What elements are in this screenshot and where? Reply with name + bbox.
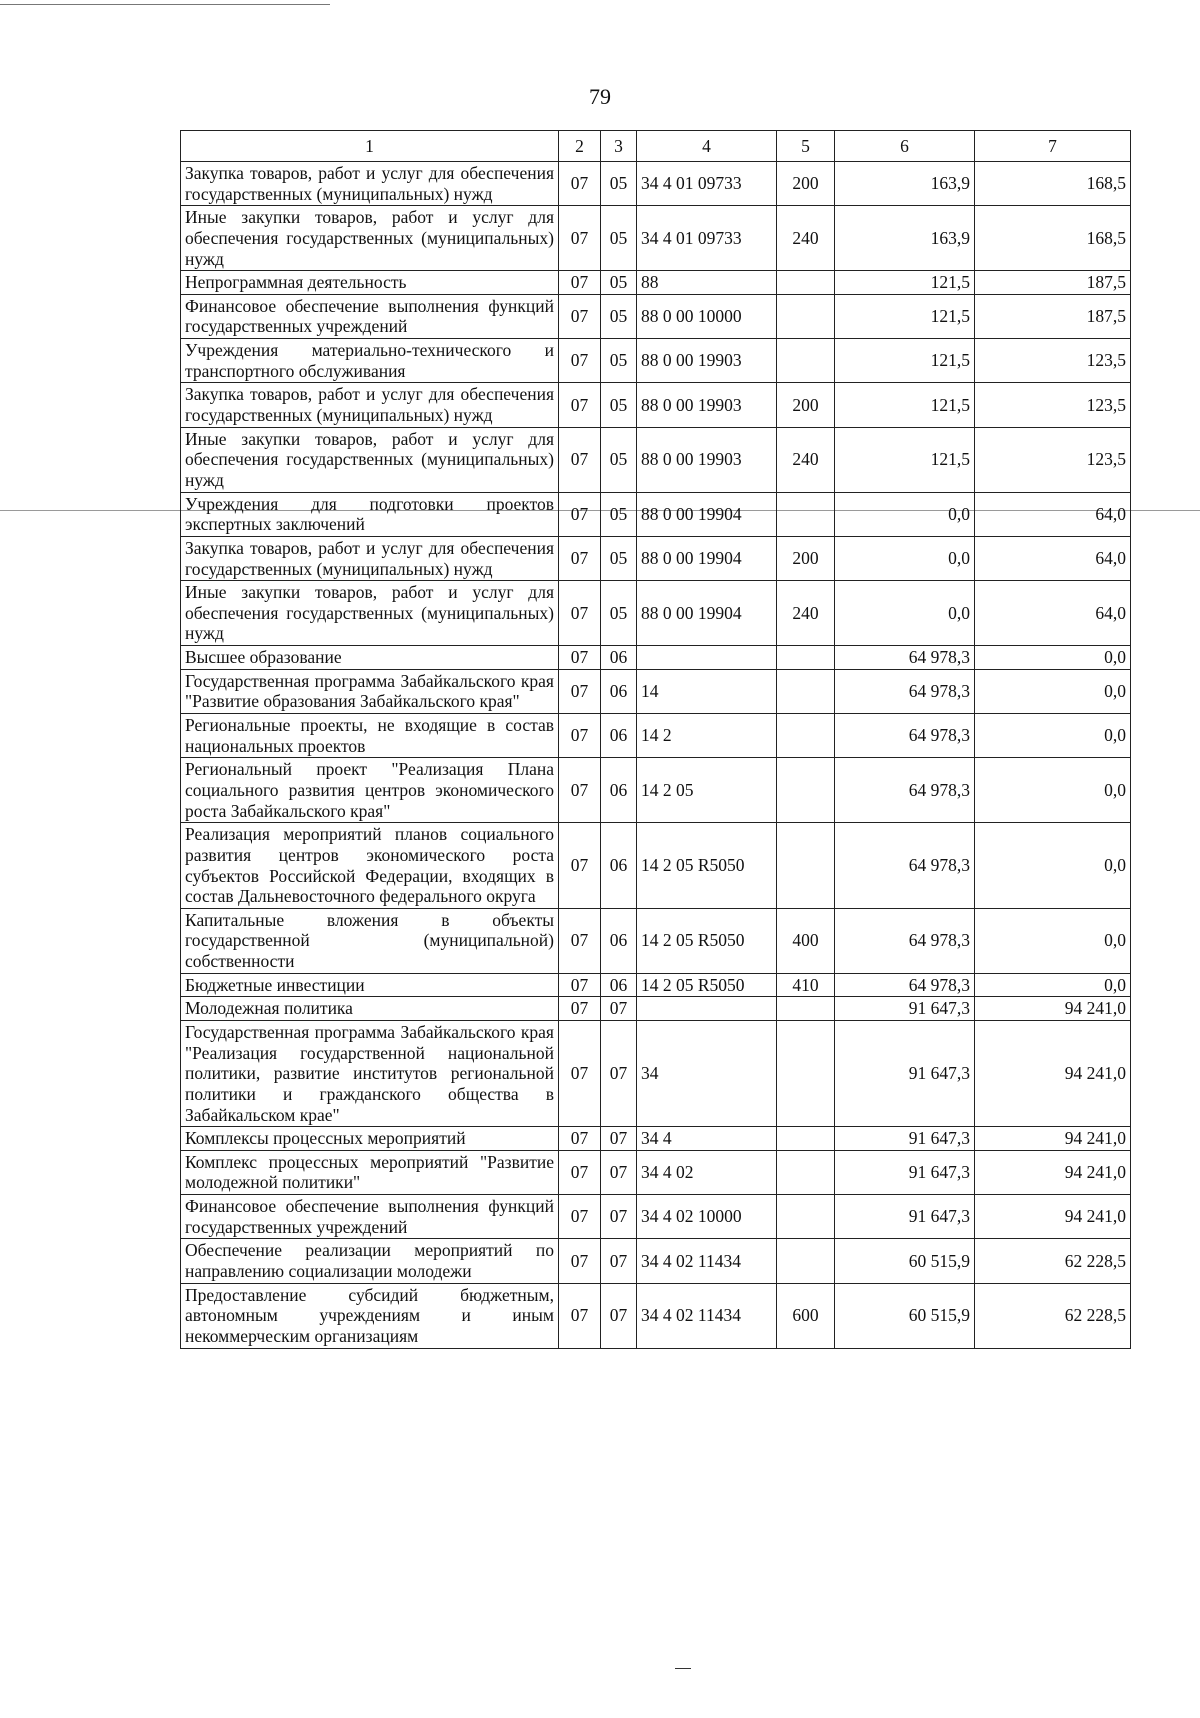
- cell-amount-year1: 121,5: [835, 271, 975, 295]
- table-row: [181, 492, 1131, 536]
- column-header: 3: [601, 131, 637, 162]
- cell-target-code: 88 0 00 19903: [637, 427, 777, 492]
- cell-section: 07: [559, 1283, 601, 1348]
- table-row: [181, 383, 1131, 427]
- cell-amount-year2: 168,5: [975, 162, 1131, 206]
- cell-expense-type: [777, 271, 835, 295]
- cell-section: 07: [559, 997, 601, 1021]
- cell-amount-year2: 0,0: [975, 823, 1131, 909]
- cell-target-code: [637, 646, 777, 670]
- cell-expense-type: [777, 823, 835, 909]
- cell-expense-type: 400: [777, 908, 835, 973]
- cell-amount-year1: 91 647,3: [835, 1020, 975, 1126]
- cell-amount-year1: 64 978,3: [835, 714, 975, 758]
- cell-subsection: 06: [601, 669, 637, 713]
- cell-name: Закупка товаров, работ и услуг для обеспечения государственных (муниципальных) нужд: [181, 536, 559, 580]
- table-row: [181, 823, 1131, 909]
- cell-amount-year1: 0,0: [835, 581, 975, 646]
- table-row: [181, 271, 1131, 295]
- cell-subsection: 05: [601, 427, 637, 492]
- cell-name: Комплексы процессных мероприятий: [181, 1127, 559, 1151]
- cell-subsection: 07: [601, 1127, 637, 1151]
- column-header: 7: [975, 131, 1131, 162]
- cell-amount-year1: 91 647,3: [835, 1150, 975, 1194]
- cell-target-code: 88 0 00 19903: [637, 383, 777, 427]
- cell-subsection: 05: [601, 536, 637, 580]
- cell-amount-year1: 64 978,3: [835, 823, 975, 909]
- cell-expense-type: [777, 646, 835, 670]
- cell-amount-year1: 64 978,3: [835, 646, 975, 670]
- cell-section: 07: [559, 1150, 601, 1194]
- cell-section: 07: [559, 714, 601, 758]
- cell-section: 07: [559, 206, 601, 271]
- table-row: [181, 1239, 1131, 1283]
- cell-target-code: 34: [637, 1020, 777, 1126]
- cell-expense-type: [777, 1020, 835, 1126]
- cell-name: Учреждения материально-технического и транспортного обслуживания: [181, 339, 559, 383]
- cell-subsection: 05: [601, 339, 637, 383]
- cell-section: 07: [559, 1239, 601, 1283]
- column-header: 1: [181, 131, 559, 162]
- table-row: [181, 973, 1131, 997]
- cell-subsection: 05: [601, 383, 637, 427]
- table-row: [181, 427, 1131, 492]
- cell-target-code: 34 4 02 11434: [637, 1283, 777, 1348]
- cell-target-code: 34 4 01 09733: [637, 162, 777, 206]
- cell-subsection: 05: [601, 162, 637, 206]
- cell-amount-year2: 0,0: [975, 669, 1131, 713]
- cell-subsection: 07: [601, 1150, 637, 1194]
- cell-amount-year1: 0,0: [835, 492, 975, 536]
- cell-name: Иные закупки товаров, работ и услуг для обеспечения государственных (муниципальных) нужд: [181, 427, 559, 492]
- cell-amount-year1: 121,5: [835, 383, 975, 427]
- cell-target-code: 34 4 02 10000: [637, 1195, 777, 1239]
- cell-amount-year1: 121,5: [835, 339, 975, 383]
- cell-section: 07: [559, 294, 601, 338]
- cell-subsection: 07: [601, 1020, 637, 1126]
- cell-name: Бюджетные инвестиции: [181, 973, 559, 997]
- cell-name: Молодежная политика: [181, 997, 559, 1021]
- cell-target-code: 14 2 05 R5050: [637, 973, 777, 997]
- cell-name: Закупка товаров, работ и услуг для обеспечения государственных (муниципальных) нужд: [181, 162, 559, 206]
- cell-section: 07: [559, 646, 601, 670]
- cell-target-code: 14 2 05: [637, 758, 777, 823]
- cell-section: 07: [559, 1020, 601, 1126]
- cell-amount-year1: 91 647,3: [835, 997, 975, 1021]
- cell-amount-year1: 121,5: [835, 294, 975, 338]
- cell-amount-year2: 123,5: [975, 339, 1131, 383]
- table-row: [181, 1195, 1131, 1239]
- table-row: [181, 758, 1131, 823]
- cell-section: 07: [559, 536, 601, 580]
- cell-expense-type: 410: [777, 973, 835, 997]
- table-row: [181, 646, 1131, 670]
- cell-target-code: 88 0 00 19904: [637, 581, 777, 646]
- cell-amount-year1: 64 978,3: [835, 973, 975, 997]
- cell-expense-type: 200: [777, 162, 835, 206]
- cell-name: Государственная программа Забайкальского края "Развитие образования Забайкальского края": [181, 669, 559, 713]
- cell-name: Предоставление субсидий бюджетным, автономным учреждениям и иным некоммерческим организациям: [181, 1283, 559, 1348]
- cell-subsection: 05: [601, 492, 637, 536]
- cell-expense-type: [777, 1127, 835, 1151]
- cell-amount-year2: 94 241,0: [975, 997, 1131, 1021]
- table-row: [181, 294, 1131, 338]
- cell-section: 07: [559, 492, 601, 536]
- cell-name: Государственная программа Забайкальского края "Реализация государственной национальной политики, развитие институтов региональной политики и гражданского общества в Забайкальском крае": [181, 1020, 559, 1126]
- cell-target-code: 34 4 01 09733: [637, 206, 777, 271]
- cell-name: Закупка товаров, работ и услуг для обеспечения государственных (муниципальных) нужд: [181, 383, 559, 427]
- cell-name: Непрограммная деятельность: [181, 271, 559, 295]
- cell-subsection: 06: [601, 646, 637, 670]
- cell-amount-year2: 62 228,5: [975, 1239, 1131, 1283]
- cell-subsection: 06: [601, 973, 637, 997]
- cell-amount-year1: 91 647,3: [835, 1127, 975, 1151]
- cell-amount-year1: 163,9: [835, 206, 975, 271]
- cell-amount-year1: 91 647,3: [835, 1195, 975, 1239]
- table-header-row: [181, 131, 1131, 162]
- cell-expense-type: [777, 997, 835, 1021]
- cell-amount-year1: 60 515,9: [835, 1239, 975, 1283]
- cell-section: 07: [559, 973, 601, 997]
- cell-section: 07: [559, 669, 601, 713]
- cell-name: Финансовое обеспечение выполнения функций государственных учреждений: [181, 1195, 559, 1239]
- cell-section: 07: [559, 271, 601, 295]
- cell-expense-type: [777, 1195, 835, 1239]
- cell-amount-year2: 94 241,0: [975, 1150, 1131, 1194]
- cell-amount-year2: 123,5: [975, 383, 1131, 427]
- cell-amount-year1: 163,9: [835, 162, 975, 206]
- cell-expense-type: 240: [777, 581, 835, 646]
- cell-subsection: 07: [601, 1283, 637, 1348]
- cell-subsection: 07: [601, 997, 637, 1021]
- table-row: [181, 1283, 1131, 1348]
- cell-name: Иные закупки товаров, работ и услуг для обеспечения государственных (муниципальных) нужд: [181, 206, 559, 271]
- scan-artifact-top-rule: [0, 4, 330, 5]
- cell-target-code: 88 0 00 10000: [637, 294, 777, 338]
- cell-name: Реализация мероприятий планов социального развития центров экономического роста субъектов Российской Федерации, входящих в состав Дальневосточного федерального округа: [181, 823, 559, 909]
- cell-expense-type: [777, 714, 835, 758]
- table-row: [181, 339, 1131, 383]
- cell-amount-year1: 0,0: [835, 536, 975, 580]
- cell-target-code: 14 2 05 R5050: [637, 908, 777, 973]
- cell-section: 07: [559, 1127, 601, 1151]
- table-row: [181, 1127, 1131, 1151]
- cell-expense-type: [777, 294, 835, 338]
- cell-subsection: 06: [601, 758, 637, 823]
- cell-amount-year1: 64 978,3: [835, 758, 975, 823]
- cell-expense-type: 240: [777, 206, 835, 271]
- cell-expense-type: [777, 1150, 835, 1194]
- cell-name: Высшее образование: [181, 646, 559, 670]
- cell-amount-year2: 0,0: [975, 973, 1131, 997]
- cell-amount-year2: 64,0: [975, 492, 1131, 536]
- cell-amount-year2: 187,5: [975, 271, 1131, 295]
- cell-target-code: 88 0 00 19904: [637, 536, 777, 580]
- cell-expense-type: 200: [777, 383, 835, 427]
- column-header: 4: [637, 131, 777, 162]
- cell-section: 07: [559, 339, 601, 383]
- cell-expense-type: 200: [777, 536, 835, 580]
- cell-amount-year1: 121,5: [835, 427, 975, 492]
- table-row: [181, 581, 1131, 646]
- cell-target-code: 14 2: [637, 714, 777, 758]
- table-row: [181, 997, 1131, 1021]
- cell-expense-type: [777, 1239, 835, 1283]
- cell-target-code: [637, 997, 777, 1021]
- cell-target-code: 88 0 00 19904: [637, 492, 777, 536]
- cell-amount-year2: 64,0: [975, 536, 1131, 580]
- cell-target-code: 14 2 05 R5050: [637, 823, 777, 909]
- cell-section: 07: [559, 823, 601, 909]
- cell-amount-year2: 0,0: [975, 646, 1131, 670]
- cell-name: Обеспечение реализации мероприятий по направлению социализации молодежи: [181, 1239, 559, 1283]
- column-header: 2: [559, 131, 601, 162]
- cell-name: Учреждения для подготовки проектов экспертных заключений: [181, 492, 559, 536]
- cell-subsection: 05: [601, 271, 637, 295]
- column-header: 6: [835, 131, 975, 162]
- cell-amount-year2: 187,5: [975, 294, 1131, 338]
- table-row: [181, 162, 1131, 206]
- cell-target-code: 88: [637, 271, 777, 295]
- cell-section: 07: [559, 908, 601, 973]
- table-row: [181, 908, 1131, 973]
- table-row: [181, 1020, 1131, 1126]
- cell-name: Региональные проекты, не входящие в состав национальных проектов: [181, 714, 559, 758]
- cell-amount-year2: 94 241,0: [975, 1195, 1131, 1239]
- cell-name: Региональный проект "Реализация Плана социального развития центров экономического роста Забайкальского края": [181, 758, 559, 823]
- cell-expense-type: [777, 758, 835, 823]
- cell-amount-year2: 168,5: [975, 206, 1131, 271]
- cell-subsection: 07: [601, 1195, 637, 1239]
- cell-amount-year2: 0,0: [975, 908, 1131, 973]
- column-header: 5: [777, 131, 835, 162]
- cell-name: Комплекс процессных мероприятий "Развитие молодежной политики": [181, 1150, 559, 1194]
- cell-target-code: 14: [637, 669, 777, 713]
- cell-subsection: 06: [601, 823, 637, 909]
- table-body: [181, 162, 1131, 1349]
- footer-dash: [675, 1668, 691, 1669]
- cell-amount-year2: 0,0: [975, 758, 1131, 823]
- cell-subsection: 06: [601, 714, 637, 758]
- cell-target-code: 34 4 02: [637, 1150, 777, 1194]
- cell-amount-year1: 64 978,3: [835, 669, 975, 713]
- cell-expense-type: 240: [777, 427, 835, 492]
- table-row: [181, 1150, 1131, 1194]
- table-row: [181, 206, 1131, 271]
- table-row: [181, 669, 1131, 713]
- cell-section: 07: [559, 427, 601, 492]
- cell-target-code: 34 4: [637, 1127, 777, 1151]
- cell-target-code: 88 0 00 19903: [637, 339, 777, 383]
- cell-section: 07: [559, 162, 601, 206]
- cell-subsection: 07: [601, 1239, 637, 1283]
- cell-name: Иные закупки товаров, работ и услуг для обеспечения государственных (муниципальных) нужд: [181, 581, 559, 646]
- cell-target-code: 34 4 02 11434: [637, 1239, 777, 1283]
- cell-amount-year2: 94 241,0: [975, 1127, 1131, 1151]
- cell-name: Капитальные вложения в объекты государственной (муниципальной) собственности: [181, 908, 559, 973]
- cell-section: 07: [559, 581, 601, 646]
- cell-subsection: 05: [601, 581, 637, 646]
- cell-subsection: 06: [601, 908, 637, 973]
- cell-section: 07: [559, 1195, 601, 1239]
- cell-expense-type: [777, 339, 835, 383]
- table-row: [181, 536, 1131, 580]
- table-row: [181, 714, 1131, 758]
- cell-subsection: 05: [601, 294, 637, 338]
- cell-name: Финансовое обеспечение выполнения функций государственных учреждений: [181, 294, 559, 338]
- cell-amount-year2: 64,0: [975, 581, 1131, 646]
- cell-section: 07: [559, 758, 601, 823]
- page-number: 79: [589, 84, 611, 109]
- cell-expense-type: [777, 492, 835, 536]
- cell-subsection: 05: [601, 206, 637, 271]
- budget-table: [180, 130, 1131, 1349]
- cell-amount-year1: 60 515,9: [835, 1283, 975, 1348]
- cell-amount-year2: 62 228,5: [975, 1283, 1131, 1348]
- cell-amount-year2: 123,5: [975, 427, 1131, 492]
- cell-expense-type: 600: [777, 1283, 835, 1348]
- cell-amount-year1: 64 978,3: [835, 908, 975, 973]
- cell-amount-year2: 94 241,0: [975, 1020, 1131, 1126]
- cell-section: 07: [559, 383, 601, 427]
- cell-expense-type: [777, 669, 835, 713]
- cell-amount-year2: 0,0: [975, 714, 1131, 758]
